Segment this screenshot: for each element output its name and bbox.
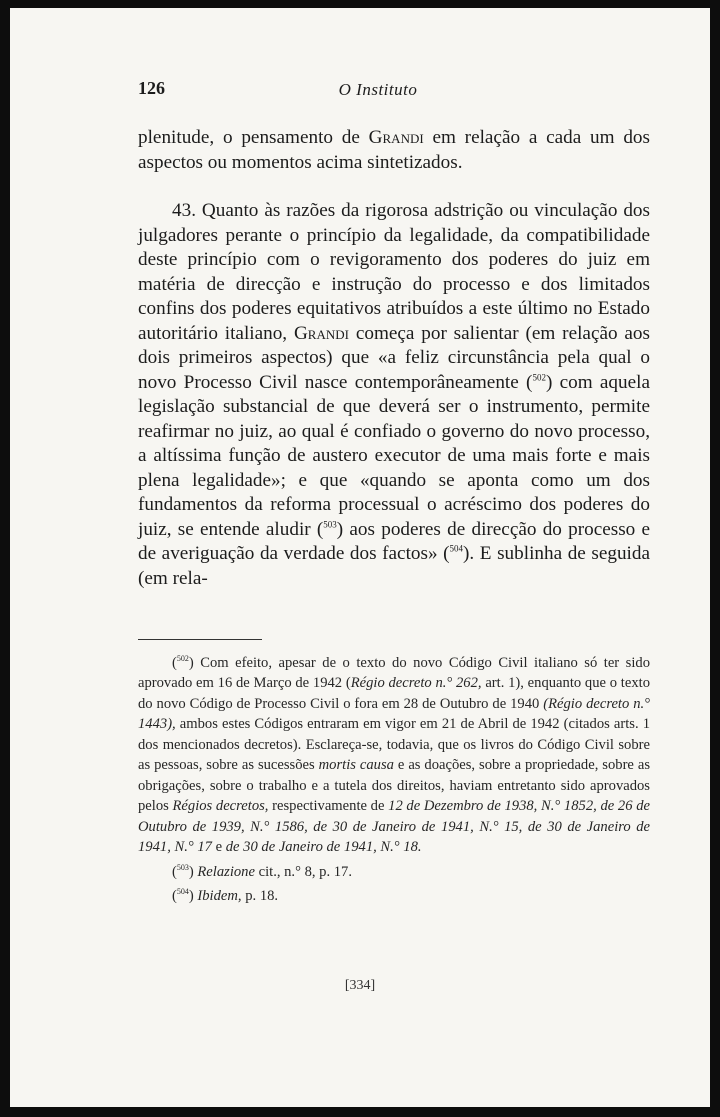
main-text xyxy=(138,126,650,591)
author-name: Grandi xyxy=(368,127,424,148)
author-name: Grandi xyxy=(293,322,349,344)
footnote-ref-504: 504 xyxy=(449,543,464,554)
footnote-ref-503: 503 xyxy=(323,519,337,530)
footnote-504: ($^{504}$) Ibidem, p. 18. xyxy=(172,887,279,905)
footnote-divider xyxy=(138,639,262,640)
folio-number: [334] xyxy=(344,978,376,993)
footnote-ref-502: 502 xyxy=(532,372,546,383)
page-header xyxy=(138,78,618,106)
footnote-502: ($^{502}$) Com efeito, apesar de o texto do novo Código Civil italiano só ter sido aprovado em 16 de Março de 1942 (Régio decreto n.° 262, art. 1), enquanto que o texto do novo Código de Processo Civil o fora em 28 de Outubro de 1940 (Régio decreto n.° 1443), ambos estes Códigos entraram em vigor em 21 de Abril de 1942 (citados arts. 1 dos mencionados decretos). Esclareça-se, todavia, que os livros do Código Civil sobre as pessoas, sobre as sucessões mortis causa e as doações, sobre a propriedade, sobre as obrigações, sobre o trabalho e a tutela dos direitos, haviam entretanto sido aprovados pelos Régios decretos, respectivamente de 12 de Dezembro de 1938, N.° 1852, de 26 de Outubro de 1939, N.° 1586, de 30 de Janeiro de 1941, N.° 15, de 30 de Janeiro de 1941, N.° 17 e de 30 de Janeiro de 1941, N.° 18. xyxy=(138,654,651,856)
paragraph-43: 43. Quanto às razões da rigorosa adstrição ou vinculação dos julgadores perante o princípio da legalidade, da compatibilidade deste princípio com o revigoramento dos poderes do juiz em matéria de direcção e instrução do processo e dos limitados confins dos poderes equitativos atribuídos a este último no Estado autoritário italiano, Grandi começa por salientar (em relação aos dois primeiros aspectos) que «a feliz circunstância pela qual o novo Processo Civil nasce contemporâneamente ($^{502}$) com aquela legislação substancial de que deverá ser o instrumento, permite reafirmar no juiz, ao qual é confiado o governo do novo processo, a altíssima função de austero executor de uma mais forte e mais plena legalidade»; e que «quando se aponta como um dos fundamentos da reforma processual o acréscimo dos poderes do juiz, se entende aludir ($^{503}$) aos poderes de direcção do processo e de averiguação da verdade dos factos» ($^{504}$). E sublinha de seguida (em rela- xyxy=(138,200,650,589)
footnotes xyxy=(138,649,650,907)
running-title: O Instituto xyxy=(338,80,418,99)
footnote-503: ($^{503}$) Relazione cit., n.° 8, p. 17. xyxy=(172,862,352,880)
paragraph-continuation: plenitude, o pensamento de Grandi em relação a cada um dos aspectos ou momentos acima sintetizados. xyxy=(138,127,650,173)
document-page xyxy=(10,8,710,1107)
page-number: 126 xyxy=(138,78,165,98)
